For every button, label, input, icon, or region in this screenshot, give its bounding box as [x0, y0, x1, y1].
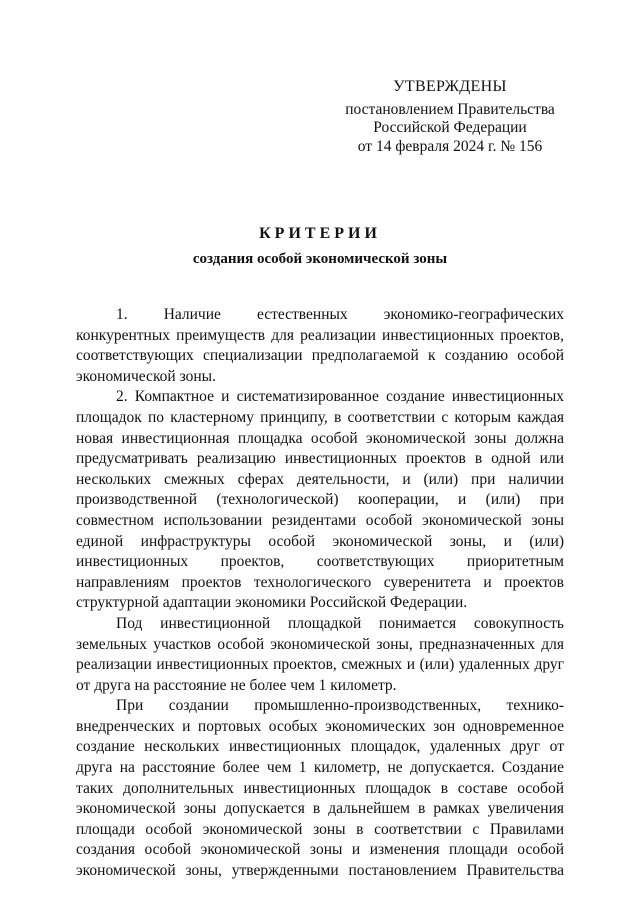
- approval-stamp: УТВЕРЖДЕНЫ: [393, 78, 507, 95]
- approval-line-2: Российской Федерации: [373, 119, 527, 136]
- document-body: [76, 305, 564, 882]
- paragraph-4: При создании промышленно-производственных, технико-внедренческих и портовых особых экономических зон одновременное создание нескольких инвестиционных площадок, удаленных друг от друга на расстояние более чем 1 километр, не допускается. Создание таких дополнительных инвестиционных площадок в составе особой экономической зоны допускается в дальнейшем в рамках увеличения площади особой экономической зоны в соответствии с Правилами создания особой экономической зоны и изменения площади особой экономической зоны, утвержденными постановлением Правительства: [76, 697, 564, 880]
- paragraph-3: Под инвестиционной площадкой понимается совокупность земельных участков особой экономической зоны, предназначенных для реализации инвестиционных проектов, смежных и (или) удаленных друг от друга на расстояние не более чем 1 километр.: [76, 614, 564, 694]
- approval-line-1: постановлением Правительства: [345, 100, 555, 118]
- document-subtitle: создания особой экономической зоны: [192, 251, 448, 267]
- paragraph-1: 1. Наличие естественных экономико-географических конкурентных преимуществ для реализации инвестиционных проектов, соответствующих специализации предполагаемой к созданию особой экономической зоны.: [76, 306, 564, 385]
- paragraph-2: 2. Компактное и систематизированное создание инвестиционных площадок по кластерному принципу, в соответствии с которым каждая новая инвестиционная площадка особой экономической зоны должна предусматривать реализацию инвестиционных проектов в одной или нескольких смежных сферах деятельности, и (или) при наличии производственной (технологической) кооперации, и (или) при совместном использовании резидентами особой экономической зоны единой инфраструктуры особой экономической зоны, и (или) инвестиционных проектов, соответствующих приоритетным направлениям проектов технологического суверенитета и проектов структурной адаптации экономики Российской Федерации.: [76, 388, 564, 612]
- document-title: КРИТЕРИИ: [259, 225, 381, 242]
- approval-block: [330, 78, 570, 156]
- approval-line-3: от 14 февраля 2024 г. № 156: [357, 137, 543, 155]
